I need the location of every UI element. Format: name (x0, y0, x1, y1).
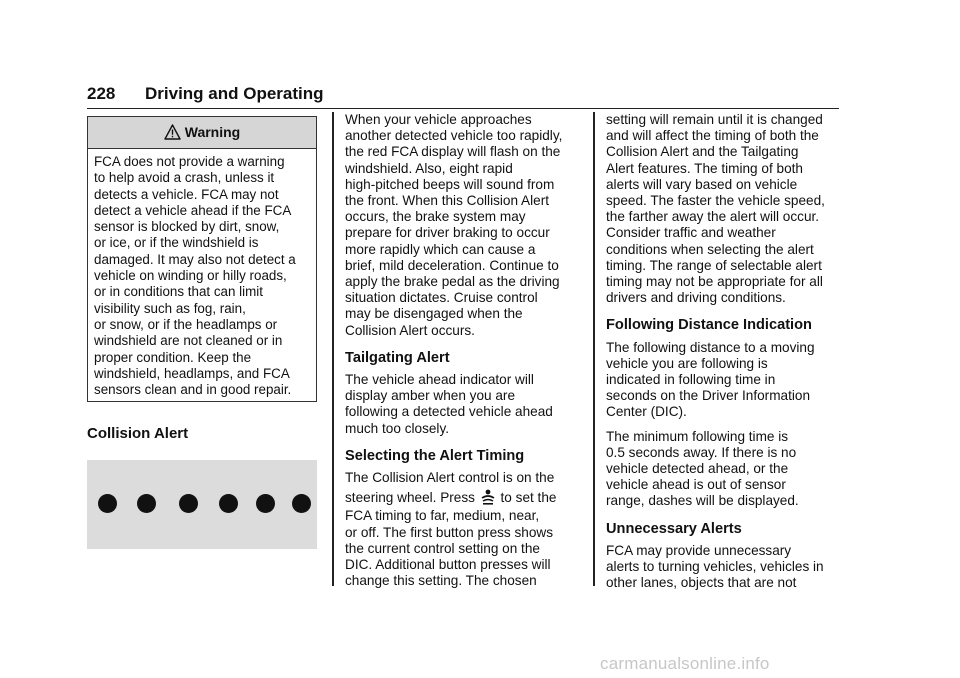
text-line: setting will remain until it is changed (606, 112, 823, 127)
warning-line: sensors clean and in good repair. (94, 382, 292, 398)
text-line: seconds on the Driver Information (606, 388, 811, 404)
text-line: 0.5 seconds away. If there is no (606, 444, 797, 460)
text-line: vehicle ahead is out of sensor (606, 477, 786, 493)
warning-line: windshield, headlamps, and FCA (94, 365, 290, 381)
collision-alert-button-icon (480, 489, 496, 505)
warning-line: windshield are not cleaned or in (94, 333, 283, 349)
text-line: occurs, the brake system may (345, 209, 526, 225)
text-line-with-icon (345, 489, 585, 506)
alert-timing-continued (606, 112, 842, 306)
text-line: the farther away the alert will occur. (606, 209, 820, 225)
text-line: When your vehicle approaches (345, 112, 532, 127)
text-line: high-pitched beeps will sound from (345, 176, 555, 192)
text-line: Consider traffic and weather (606, 225, 776, 241)
text-line: situation dictates. Cruise control (345, 290, 538, 306)
unnecessary-alerts-paragraph (606, 543, 842, 592)
warning-line: detect a vehicle ahead if the FCA (94, 202, 292, 218)
tailgating-paragraph (345, 372, 585, 437)
text-line: The vehicle ahead indicator will (345, 372, 534, 388)
text-line: other lanes, objects that are not (606, 575, 797, 591)
text-line: the red FCA display will flash on the (345, 144, 561, 160)
text-line: apply the brake pedal as the driving (345, 274, 560, 290)
watermark: carmanualsonline.info (600, 654, 770, 673)
text-line: display amber when you are (345, 388, 516, 404)
minimum-time-paragraph (606, 429, 842, 510)
text-fragment: steering wheel. Press (345, 490, 475, 506)
collision-alert-paragraph (345, 112, 585, 339)
warning-line: to help avoid a crash, unless it (94, 170, 275, 186)
text-line: timing. The range of selectable alert (606, 257, 822, 273)
alert-timing-paragraph (345, 470, 585, 589)
text-line: timing may not be appropriate for all (606, 274, 823, 290)
text-line: another detected vehicle too rapidly, (345, 128, 563, 144)
warning-title: Warning (184, 124, 241, 140)
text-line: following a detected vehicle ahead (345, 404, 553, 420)
column-two (345, 112, 585, 595)
following-distance-paragraph (606, 340, 842, 421)
text-line: Collision Alert and the Tailgating (606, 144, 799, 160)
alert-light-dot (179, 494, 198, 513)
text-line: speed. The faster the vehicle speed, (606, 193, 825, 209)
alert-lights (96, 494, 311, 516)
alert-light-dot (98, 494, 117, 513)
text-line: The following distance to a moving (606, 339, 815, 355)
text-line: alerts to turning vehicles, vehicles in (606, 559, 824, 575)
column-divider (593, 112, 595, 586)
warning-text (88, 149, 316, 398)
alert-light-dot (292, 494, 311, 513)
collision-alert-figure (87, 460, 317, 549)
text-line: The minimum following time is (606, 428, 789, 444)
warning-line: damaged. It may also not detect a (94, 251, 296, 267)
following-distance-heading: Following Distance Indication (606, 317, 812, 334)
text-line: windshield. Also, eight rapid (345, 160, 513, 176)
alert-light-dot (219, 494, 238, 513)
text-line: Center (DIC). (606, 404, 687, 420)
alert-light-dot (256, 494, 275, 513)
text-line: much too closely. (345, 420, 450, 436)
text-line: The Collision Alert control is on the (345, 470, 555, 486)
text-line: may be disengaged when the (345, 306, 523, 322)
text-line: brief, mild deceleration. Continue to (345, 257, 559, 273)
text-line: conditions when selecting the alert (606, 241, 814, 257)
collision-alert-heading: Collision Alert (87, 425, 189, 442)
text-line: Collision Alert occurs. (345, 322, 475, 338)
warning-line: proper condition. Keep the (94, 349, 252, 365)
text-line: and will affect the timing of both the (606, 128, 819, 144)
warning-line: or in conditions that can limit (94, 284, 263, 300)
warning-line: or snow, or if the headlamps or (94, 316, 278, 332)
text-line: FCA may provide unnecessary (606, 542, 792, 558)
column-divider (332, 112, 334, 586)
alert-timing-heading: Selecting the Alert Timing (345, 447, 525, 464)
text-line: change this setting. The chosen (345, 573, 537, 589)
alert-light-dot (137, 494, 156, 513)
text-line: DIC. Additional button presses will (345, 557, 551, 573)
warning-header (88, 117, 316, 149)
tailgating-alert-heading: Tailgating Alert (345, 349, 450, 366)
page-header (87, 82, 839, 109)
text-fragment: to set the (500, 490, 557, 506)
warning-line: detects a vehicle. FCA may not (94, 186, 279, 202)
text-line: the current control setting on the (345, 540, 540, 556)
warning-line: visibility such as fog, rain, (94, 300, 246, 316)
warning-line: vehicle on winding or hilly roads, (94, 268, 287, 284)
column-three (606, 112, 842, 597)
text-line: the front. When this Collision Alert (345, 193, 549, 209)
text-line: more rapidly which can cause a (345, 241, 536, 257)
text-line: prepare for driver braking to occur (345, 225, 550, 241)
warning-line: or ice, or if the windshield is (94, 235, 259, 251)
text-line: alerts will vary based on vehicle (606, 176, 798, 192)
text-line: or off. The first button press shows (345, 524, 554, 540)
text-line: vehicle you are following is (606, 355, 768, 371)
warning-icon (164, 124, 181, 140)
warning-box (87, 116, 317, 402)
text-line: indicated in following time in (606, 372, 776, 388)
text-line: drivers and driving conditions. (606, 290, 786, 306)
text-line: Alert features. The timing of both (606, 160, 803, 176)
section-title: Driving and Operating (145, 84, 324, 103)
text-line: range, dashes will be displayed. (606, 493, 799, 509)
unnecessary-alerts-heading: Unnecessary Alerts (606, 520, 742, 537)
warning-line: sensor is blocked by dirt, snow, (94, 219, 280, 235)
text-line: vehicle detected ahead, or the (606, 461, 789, 477)
text-line: FCA timing to far, medium, near, (345, 508, 540, 524)
page-number: 228 (87, 84, 116, 103)
warning-line: FCA does not provide a warning (94, 154, 285, 169)
